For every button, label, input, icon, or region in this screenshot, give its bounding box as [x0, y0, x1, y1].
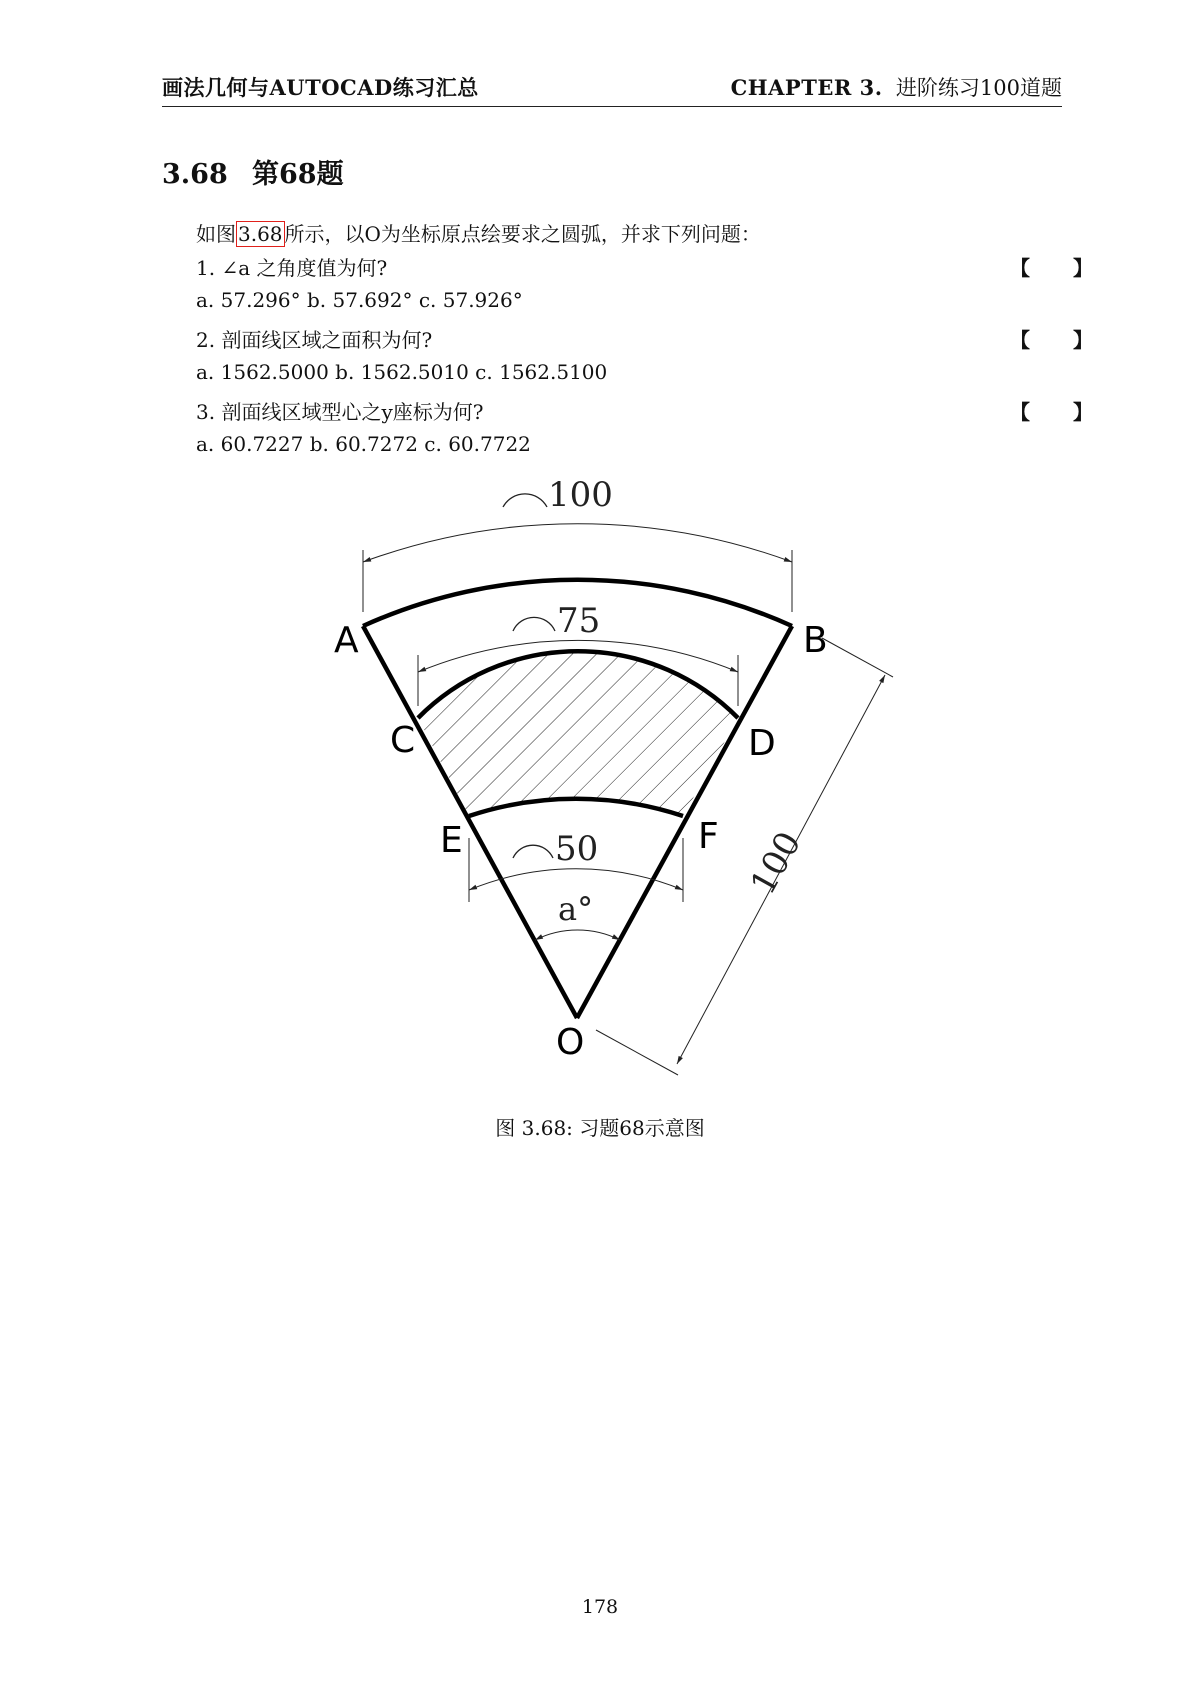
ext-line-radius-o	[596, 1030, 678, 1075]
dim-label-middle-arc: 75	[557, 601, 601, 641]
dim-arc-outer	[363, 524, 792, 562]
figure-ref-link[interactable]: 3.68	[238, 222, 283, 246]
hatched-region	[418, 651, 738, 816]
dim-label-angle: a°	[558, 890, 594, 928]
question-1: 1. ∠a 之角度值为何?	[196, 256, 388, 280]
dim-label-outer-arc: 100	[548, 475, 613, 515]
arc-symbol-inner	[513, 845, 553, 858]
page-number: 178	[581, 1596, 619, 1618]
dim-label-radius: 100	[742, 825, 810, 902]
dim-label-inner-arc: 50	[555, 829, 599, 869]
answer-bracket-2: 【 】	[1010, 328, 1111, 352]
point-label-d: D	[748, 723, 776, 764]
answer-bracket-3: 【 】	[1010, 400, 1111, 424]
question-1-options: a. 57.296° b. 57.692° c. 57.926°	[196, 288, 523, 312]
point-label-c: C	[390, 720, 416, 761]
angle-arc	[535, 930, 620, 940]
point-label-f: F	[698, 816, 719, 857]
question-3-options: a. 60.7227 b. 60.7272 c. 60.7722	[196, 432, 531, 456]
book-title: 画法几何与AUTOCAD练习汇总	[162, 75, 479, 100]
arc-symbol-outer	[503, 494, 547, 507]
intro-post: 所示，以O为坐标原点绘要求之圆弧，并求下列问题：	[284, 222, 761, 246]
chapter-number: CHAPTER 3.	[730, 75, 883, 100]
answer-bracket-1: 【 】	[1010, 256, 1111, 280]
question-3: 3. 剖面线区域型心之y座标为何?	[196, 400, 484, 424]
point-label-b: B	[803, 620, 828, 661]
section-number: 3.68	[162, 159, 228, 190]
point-label-e: E	[440, 820, 463, 861]
question-2-options: a. 1562.5000 b. 1562.5010 c. 1562.5100	[196, 360, 608, 384]
ext-line-radius-b	[822, 638, 893, 677]
intro-pre: 如图	[196, 222, 236, 246]
figure-caption: 图 3.68: 习题68示意图	[495, 1116, 705, 1140]
point-label-a: A	[334, 620, 359, 661]
point-label-o: O	[556, 1022, 585, 1063]
section-name: 第68题	[252, 159, 344, 190]
question-2: 2. 剖面线区域之面积为何?	[196, 328, 433, 352]
chapter-name: 进阶练习100道题	[895, 76, 1062, 100]
arc-symbol-middle	[513, 617, 555, 631]
